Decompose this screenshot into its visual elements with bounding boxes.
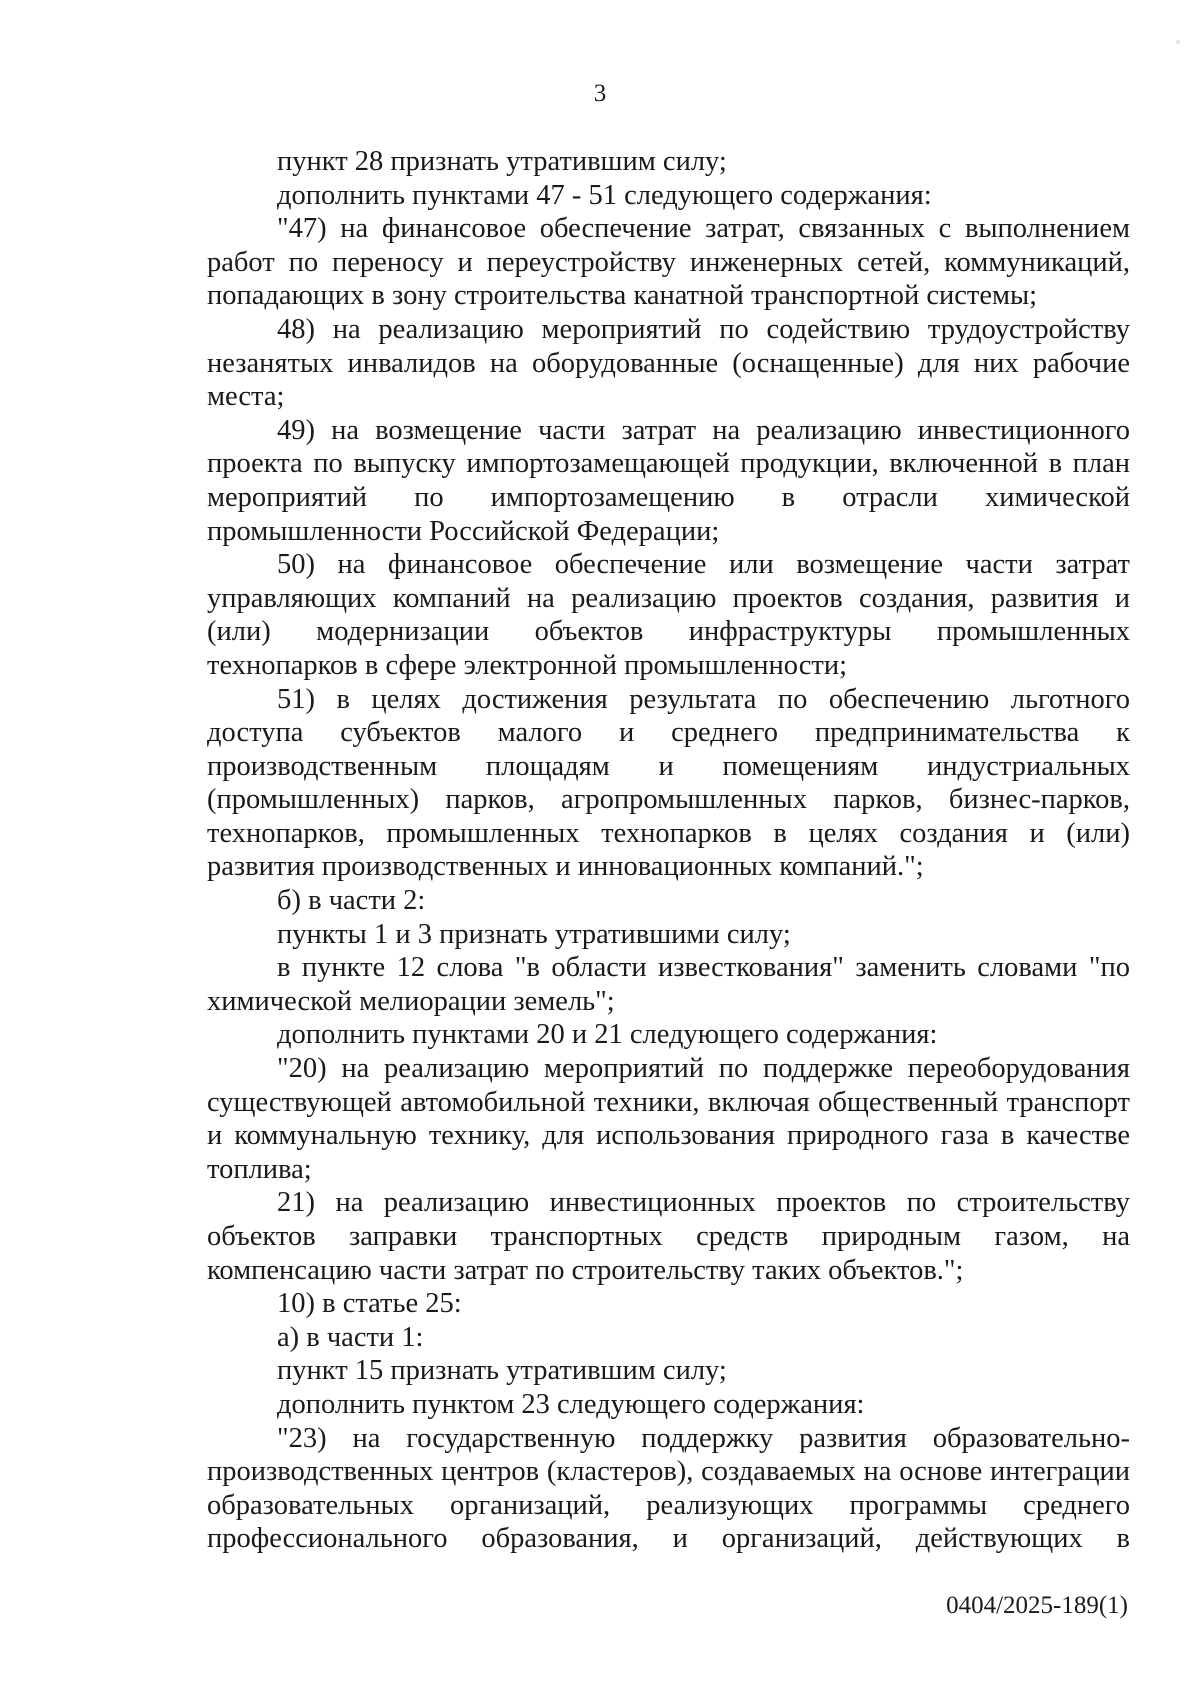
- paragraph: дополнить пунктом 23 следующего содержания:: [277, 1388, 865, 1420]
- document-body: [207, 145, 1130, 1556]
- paragraph: 49) на возмещение части затрат на реализацию инвестиционного проекта по выпуску импортозамещающей продукции, включенной в план мероприятий по импортозамещению в отрасли химической промышленности Российской Федерации;: [207, 414, 1130, 547]
- scan-artifact: [1176, 40, 1180, 44]
- paragraph: а) в части 1:: [277, 1321, 424, 1353]
- document-code: 0404/2025-189(1): [946, 1592, 1128, 1619]
- paragraph: "20) на реализацию мероприятий по поддержке переоборудования существующей автомобильной техники, включая общественный транспорт и коммунальную технику, для использования природного газа в качестве топлива;: [207, 1053, 1130, 1185]
- paragraph: 50) на финансовое обеспечение или возмещение части затрат управляющих компаний на реализацию проектов создания, развития и (или) модернизации объектов инфраструктуры промышленных технопарков в сфере электронной промышленности;: [207, 549, 1130, 681]
- paragraph: "23) на государственную поддержку развития образовательно-производственных центров (кластеров), создаваемых на основе интеграции образовательных организаций, реализующих программы среднего профессионального образования, и организаций, действующих в: [207, 1422, 1130, 1555]
- page-number: 3: [593, 80, 607, 107]
- paragraph: в пункте 12 слова "в области известкования" заменить словами "по химической мелиорации земель";: [207, 952, 1130, 1017]
- paragraph: 21) на реализацию инвестиционных проектов по строительству объектов заправки транспортных средств природным газом, на компенсацию части затрат по строительству таких объектов.";: [207, 1187, 1130, 1286]
- paragraph: пункт 28 признать утратившим силу;: [277, 146, 727, 177]
- paragraph: 51) в целях достижения результата по обеспечению льготного доступа субъектов малого и среднего предпринимательства к производственным площадям и помещениям индустриальных (промышленных) парков, агропромышленных парков, бизнес-парков, технопарков, промышленных технопарков в целях создания и (или) развития производственных и инновационных компаний.";: [207, 683, 1130, 883]
- paragraph: пункт 15 признать утратившим силу;: [277, 1355, 727, 1387]
- paragraph: 10) в статье 25:: [277, 1288, 462, 1320]
- paragraph: дополнить пунктами 47 - 51 следующего содержания:: [277, 179, 932, 211]
- paragraph: пункты 1 и 3 признать утратившими силу;: [277, 918, 791, 950]
- paragraph: "47) на финансовое обеспечение затрат, связанных с выполнением работ по переносу и переустройству инженерных сетей, коммуникаций, попадающих в зону строительства канатной транспортной системы;: [207, 213, 1130, 312]
- paragraph: б) в части 2:: [277, 885, 426, 917]
- paragraph: 48) на реализацию мероприятий по содействию трудоустройству незанятых инвалидов на оборудованные (оснащенные) для них рабочие места;: [207, 313, 1130, 413]
- paragraph: дополнить пунктами 20 и 21 следующего содержания:: [277, 1019, 938, 1051]
